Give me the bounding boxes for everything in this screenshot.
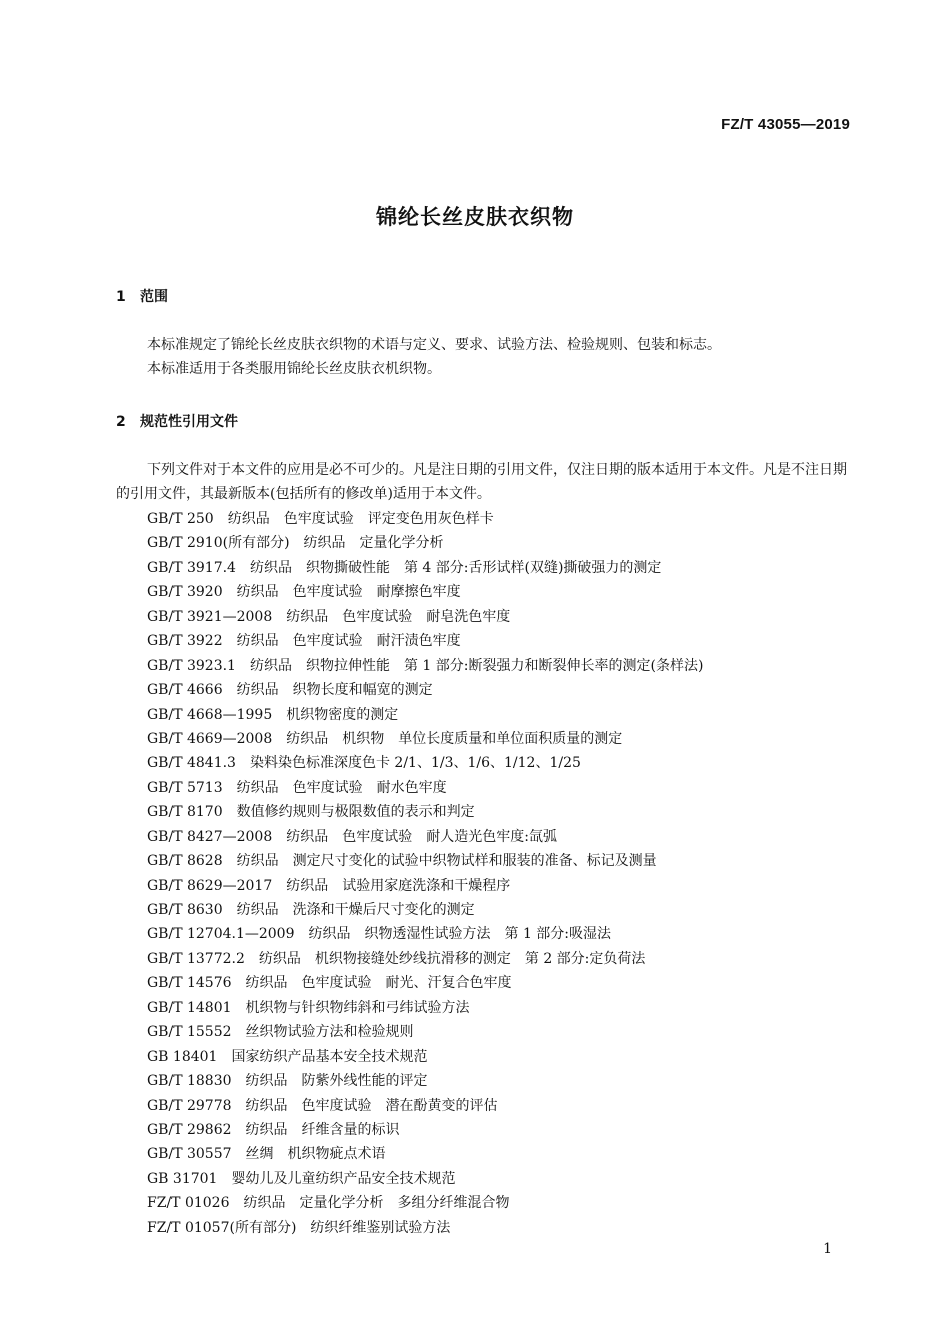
reference-item: GB/T 29862 纺织品 纤维含量的标识 bbox=[147, 1121, 400, 1138]
paragraph: 下列文件对于本文件的应用是必不可少的。凡是注日期的引用文件，仅注日期的版本适用于本文件。凡是不注日期的引用文件，其最新版本(包括所有的修改单)适用于本文件。 bbox=[116, 462, 847, 502]
page-number: 1 bbox=[823, 1241, 832, 1257]
document-title: 锦纶长丝皮肤衣织物 bbox=[376, 205, 574, 229]
reference-item: GB/T 4841.3 染料染色标准深度色卡 2/1、1/3、1/6、1/12、1/25 bbox=[147, 755, 581, 772]
reference-item: GB/T 13772.2 纺织品 机织物接缝处纱线抗滑移的测定 第 2 部分:定负荷法 bbox=[147, 950, 646, 967]
reference-item: FZ/T 01057(所有部分) 纺织纤维鉴别试验方法 bbox=[147, 1219, 451, 1236]
reference-item: GB/T 3920 纺织品 色牢度试验 耐摩擦色牢度 bbox=[147, 584, 461, 601]
reference-item: GB/T 3922 纺织品 色牢度试验 耐汗渍色牢度 bbox=[147, 633, 461, 650]
section-number: 2 bbox=[116, 414, 126, 430]
section-title: 规范性引用文件 bbox=[140, 414, 238, 430]
reference-item: GB/T 8629—2017 纺织品 试验用家庭洗涤和干燥程序 bbox=[147, 877, 511, 894]
standard-code: FZ/T 43055—2019 bbox=[721, 116, 850, 133]
paragraph: 本标准适用于各类服用锦纶长丝皮肤衣机织物。 bbox=[147, 361, 441, 377]
reference-item: GB 31701 婴幼儿及儿童纺织产品安全技术规范 bbox=[147, 1170, 456, 1187]
reference-item: GB/T 8630 纺织品 洗涤和干燥后尺寸变化的测定 bbox=[147, 902, 475, 918]
reference-item: GB/T 14801 机织物与针织物纬斜和弓纬试验方法 bbox=[147, 999, 470, 1016]
reference-item: GB/T 4668—1995 机织物密度的测定 bbox=[147, 706, 399, 723]
reference-item: GB/T 8427—2008 纺织品 色牢度试验 耐人造光色牢度:氙弧 bbox=[147, 828, 557, 845]
section-heading-normative-references bbox=[116, 411, 238, 431]
section-heading-scope bbox=[116, 286, 168, 306]
reference-item: GB/T 3917.4 纺织品 织物撕破性能 第 4 部分:舌形试样(双缝)撕破强力的测定 bbox=[147, 559, 662, 576]
reference-item: GB/T 250 纺织品 色牢度试验 评定变色用灰色样卡 bbox=[147, 511, 494, 527]
reference-item: GB/T 14576 纺织品 色牢度试验 耐光、汗复合色牢度 bbox=[147, 975, 512, 992]
section-number: 1 bbox=[116, 289, 126, 305]
reference-item: GB/T 29778 纺织品 色牢度试验 潜在酚黄变的评估 bbox=[147, 1097, 498, 1114]
reference-item: GB/T 8170 数值修约规则与极限数值的表示和判定 bbox=[147, 804, 475, 821]
reference-item: GB/T 30557 丝绸 机织物疵点术语 bbox=[147, 1146, 386, 1163]
section-title: 范围 bbox=[140, 289, 168, 305]
reference-item: GB/T 2910(所有部分) 纺织品 定量化学分析 bbox=[147, 535, 444, 552]
reference-item: GB/T 4669—2008 纺织品 机织物 单位长度质量和单位面积质量的测定 bbox=[147, 730, 623, 747]
reference-item: GB/T 3923.1 纺织品 织物拉伸性能 第 1 部分:断裂强力和断裂伸长率的测定(条样法) bbox=[147, 657, 704, 674]
paragraph: 本标准规定了锦纶长丝皮肤衣织物的术语与定义、要求、试验方法、检验规则、包装和标志。 bbox=[147, 337, 721, 353]
reference-item: GB/T 15552 丝织物试验方法和检验规则 bbox=[147, 1024, 414, 1041]
reference-list bbox=[147, 507, 703, 1240]
reference-item: GB/T 4666 纺织品 织物长度和幅宽的测定 bbox=[147, 682, 433, 699]
reference-item: GB/T 3921—2008 纺织品 色牢度试验 耐皂洗色牢度 bbox=[147, 608, 511, 625]
reference-item: GB 18401 国家纺织产品基本安全技术规范 bbox=[147, 1048, 428, 1065]
reference-item: FZ/T 01026 纺织品 定量化学分析 多组分纤维混合物 bbox=[147, 1195, 510, 1212]
scope-body bbox=[116, 333, 851, 381]
reference-item: GB/T 5713 纺织品 色牢度试验 耐水色牢度 bbox=[147, 779, 447, 796]
reference-item: GB/T 18830 纺织品 防紫外线性能的评定 bbox=[147, 1073, 428, 1090]
reference-item: GB/T 12704.1—2009 纺织品 织物透湿性试验方法 第 1 部分:吸湿法 bbox=[147, 926, 612, 943]
references-intro bbox=[116, 458, 851, 506]
reference-item: GB/T 8628 纺织品 测定尺寸变化的试验中织物试样和服装的准备、标记及测量 bbox=[147, 853, 657, 870]
